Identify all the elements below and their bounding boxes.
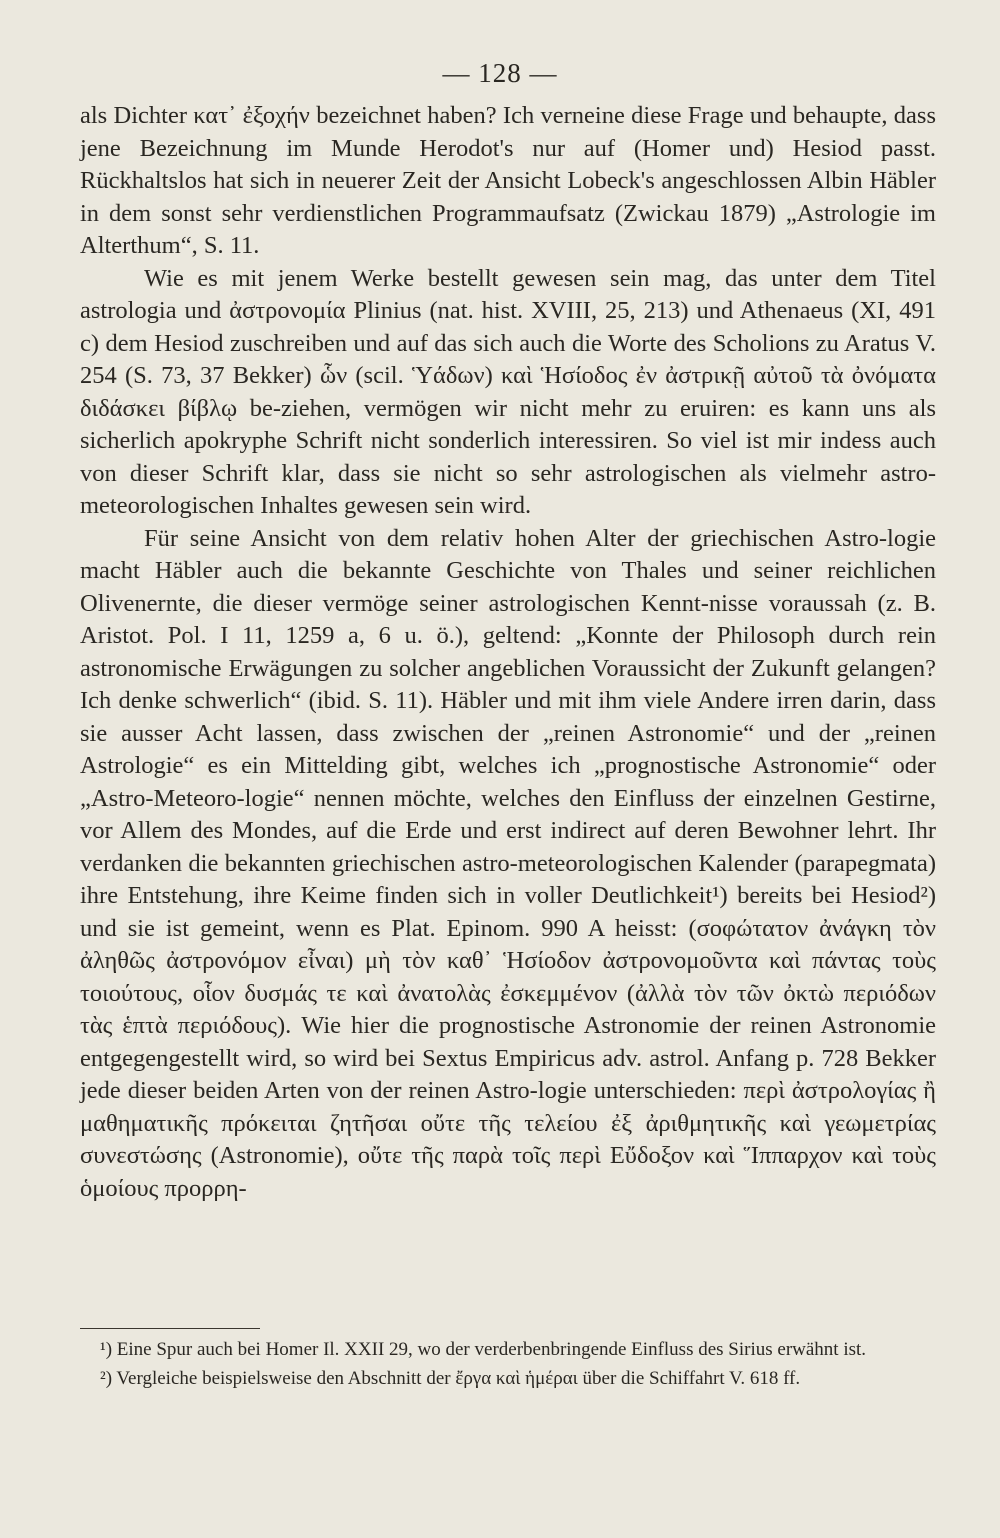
footnote-divider (80, 1328, 260, 1329)
paragraph-2: Wie es mit jenem Werke bestellt gewesen sein mag, das unter dem Titel astrologia und ἀστρονομία Plinius (nat. hist. XVIII, 25, 213) und Athenaeus (XI, 491 c) dem Hesiod zuschreiben und auf das sich auch die Worte des Scholions zu Aratus V. 254 (S. 73, 37 Bekker) ὧν (scil. Ὑάδων) καὶ Ἡσίοδος ἐν ἀστρικῇ αὐτοῦ τὰ ὀνόματα διδάσκει βίβλῳ be-ziehen, vermögen wir nicht mehr zu eruiren: es kann uns als sicherlich apokryphe Schrift nicht sonderlich interessiren. So viel ist mir indess auch von dieser Schrift klar, dass sie nicht so sehr astrologischen als vielmehr astro-meteorologischen Inhaltes gewesen sein wird. (80, 264, 936, 519)
footnote-1: ¹) Eine Spur auch bei Homer Il. XXII 29, wo der verderbenbringende Einfluss des Sirius erwähnt ist. (100, 1339, 867, 1360)
main-text (80, 100, 936, 1205)
page-number: — 128 — (442, 58, 558, 88)
paragraph-1: als Dichter κατ᾽ ἐξοχήν bezeichnet haben? Ich verneine diese Frage und behaupte, dass jene Bezeichnung im Munde Herodot's nur auf (Homer und) Hesiod passt. Rückhaltslos hat sich in neuerer Zeit der Ansicht Lobeck's angeschlossen Albin Häbler in dem sonst sehr verdienstlichen Programmaufsatz (Zwickau 1879) „Astrologie im Alterthum“, S. 11. (80, 102, 936, 259)
paragraph-3: Für seine Ansicht von dem relativ hohen Alter der griechischen Astro-logie macht Häbler auch die bekannte Geschichte von Thales und seiner reichlichen Olivenernte, die dieser vermöge seiner astrologischen Kennt-nisse voraussah (z. B. Aristot. Pol. I 11, 1259 a, 6 u. ö.), geltend: „Konnte der Philosoph durch rein astronomische Erwägungen zu solcher angeblichen Voraussicht der Zukunft gelangen? Ich denke schwerlich“ (ibid. S. 11). Häbler und mit ihm viele Andere irren darin, dass sie ausser Acht lassen, dass zwischen der „reinen Astronomie“ und der „reinen Astrologie“ es ein Mittelding gibt, welches ich „prognostische Astronomie“ oder „Astro-Meteoro-logie“ nennen möchte, welches den Einfluss der einzelnen Gestirne, vor Allem des Mondes, auf die Erde und erst indirect auf deren Bewohner lehrt. Ihr verdanken die bekannten griechischen astro-meteorologischen Kalender (parapegmata) ihre Entstehung, ihre Keime finden sich in voller Deutlichkeit¹) bereits bei Hesiod²) und sie ist gemeint, wenn es Plat. Epinom. 990 A heisst: (σοφώτατον ἀνάγκη τὸν ἀληθῶς ἀστρονόμον εἶναι) μὴ τὸν καθ᾽ Ἡσίοδον ἀστρονομοῦντα καὶ πάντας τοὺς τοιούτους, οἷον δυσμάς τε καὶ ἀνατολὰς ἐσκεμμένον (ἀλλὰ τὸν τῶν ὀκτὼ περιόδων τὰς ἑπτὰ περιόδους). Wie hier die prognostische Astronomie der reinen Astronomie entgegengestellt wird, so wird bei Sextus Empiricus adv. astrol. Anfang p. 728 Bekker jede dieser beiden Arten von der reinen Astro-logie unterschieden: περὶ ἀστρολογίας ἢ μαθηματικῆς πρόκειται ζητῆσαι οὔτε τῆς τελείου ἐξ ἀριθμητικῆς καὶ γεωμετρίας συνεστώσης (Astronomie), οὔτε τῆς παρὰ τοῖς περὶ Εὔδοξον καὶ Ἵππαρχον καὶ τοὺς ὁμοίους προρρη- (80, 524, 936, 1202)
footnotes (80, 1338, 936, 1395)
footnote-2: ²) Vergleiche beispielsweise den Abschnitt der ἔργα καὶ ἡμέραι über die Schiffahrt V. 618 ff. (100, 1367, 801, 1389)
